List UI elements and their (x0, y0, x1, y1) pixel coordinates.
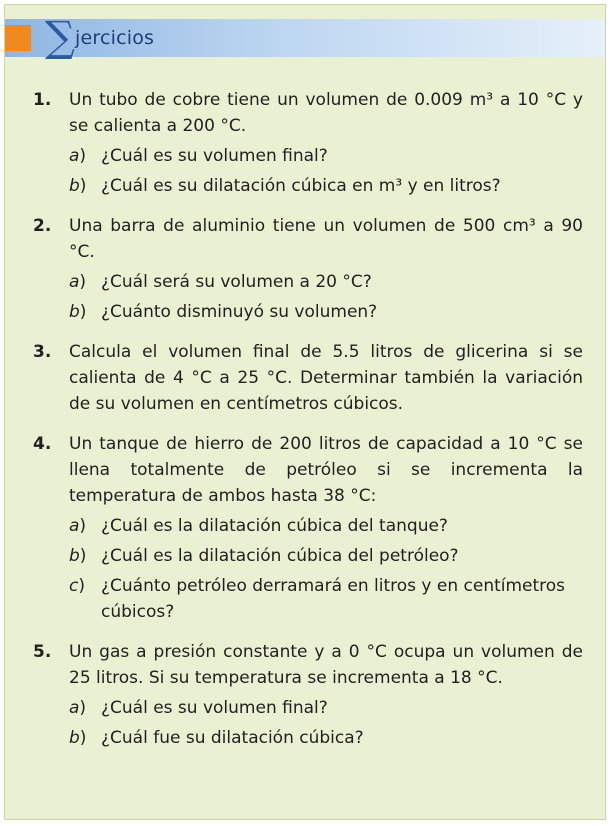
sub-letter: a) (69, 272, 87, 292)
sub-question (5, 269, 605, 295)
sub-letter: b) (69, 546, 87, 566)
exercise-number: 3. (33, 342, 52, 362)
exercise-1 (5, 87, 605, 199)
sub-letter: a) (69, 698, 87, 718)
sub-question-text: ¿Cuál es su dilatación cúbica en m³ y en litros? (101, 176, 501, 196)
exercise-text: Calcula el volumen final de 5.5 litros de glicerina si se calienta de 4 °C a 25 °C. Determinar también la variación de su volumen en centímetros cúbicos. (69, 342, 583, 414)
exercise-number: 5. (33, 642, 52, 662)
sub-letter: b) (69, 176, 87, 196)
exercise-3 (5, 339, 605, 417)
sub-question-text: ¿Cuánto disminuyó su volumen? (101, 302, 378, 322)
sub-question-text: ¿Cuál fue su dilatación cúbica? (101, 728, 364, 748)
exercise-text: Un tubo de cobre tiene un volumen de 0.009 m³ a 10 °C y se calienta a 200 °C. (69, 90, 583, 136)
exercise-2 (5, 213, 605, 325)
sub-question (5, 543, 605, 569)
exercise-text: Un tanque de hierro de 200 litros de capacidad a 10 °C se llena totalmente de petróleo si se incrementa la temperatura de ambos hasta 38 °C: (69, 434, 583, 506)
sub-question-text: ¿Cuál es la dilatación cúbica del petróleo? (101, 546, 459, 566)
exercise-text: Un gas a presión constante y a 0 °C ocupa un volumen de 25 litros. Si su temperatura se incrementa a 18 °C. (69, 642, 583, 688)
exercise-number: 2. (33, 216, 52, 236)
sub-question (5, 725, 605, 751)
exercise-5 (5, 639, 605, 751)
sub-letter: b) (69, 728, 87, 748)
sub-question (5, 299, 605, 325)
sub-question (5, 513, 605, 539)
exercise-list (5, 87, 605, 765)
sub-question (5, 143, 605, 169)
sub-question (5, 695, 605, 721)
section-header (5, 12, 605, 61)
sub-letter: b) (69, 302, 87, 322)
orange-marker (5, 25, 31, 51)
sub-question-text: ¿Cuál es su volumen final? (101, 146, 328, 166)
sub-question (5, 573, 605, 625)
exercise-text: Una barra de aluminio tiene un volumen de 500 cm³ a 90 °C. (69, 216, 583, 262)
sub-letter: a) (69, 516, 87, 536)
sub-question (5, 173, 605, 199)
sub-letter: a) (69, 146, 87, 166)
sub-question-text: ¿Cuál es la dilatación cúbica del tanque? (101, 516, 448, 536)
sub-question-text: ¿Cuánto petróleo derramará en litros y en centímetros cúbicos? (101, 576, 566, 622)
section-title: jercicios (75, 27, 155, 49)
exercises-panel (4, 4, 606, 820)
sub-question-text: ¿Cuál será su volumen a 20 °C? (101, 272, 372, 292)
sub-question-text: ¿Cuál es su volumen final? (101, 698, 328, 718)
sigma-icon: ∑ (45, 12, 75, 61)
exercise-number: 4. (33, 434, 52, 454)
sub-letter: c) (69, 576, 85, 596)
exercise-number: 1. (33, 90, 52, 110)
exercise-4 (5, 431, 605, 625)
